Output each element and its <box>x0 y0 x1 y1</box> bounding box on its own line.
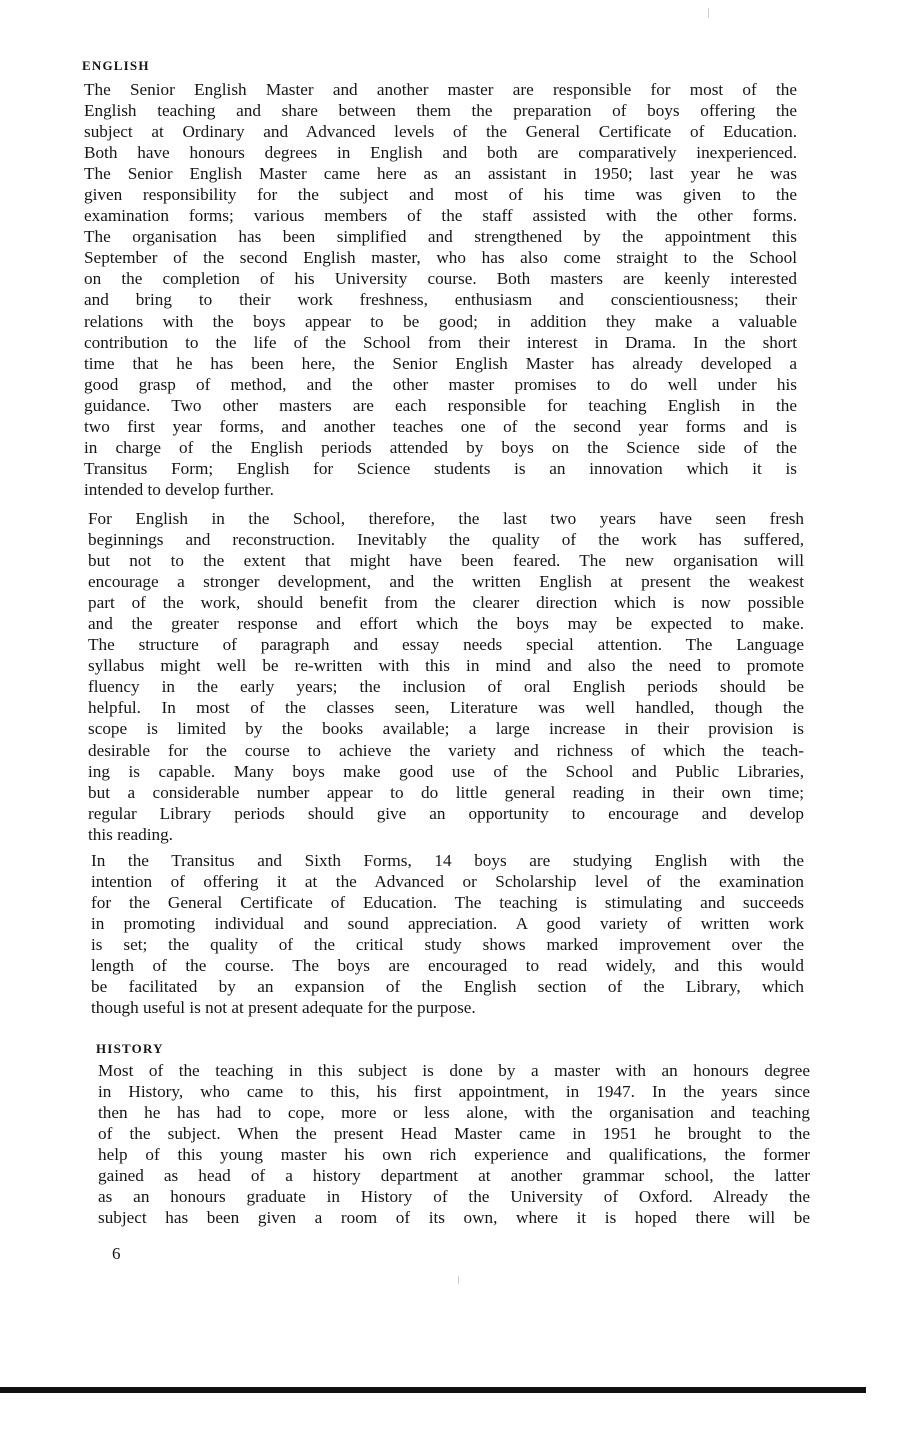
text-line: in History, who came to this, his first appointment, in 1947. In the years since <box>98 1082 810 1102</box>
text-line: Most of the teaching in this subject is done by a master with an honours degree <box>98 1061 810 1080</box>
text-line: of the subject. When the present Head Master came in 1951 he brought to the <box>98 1124 810 1144</box>
text-line: be facilitated by an expansion of the English section of the Library, which <box>91 977 804 997</box>
text-line: and the greater response and effort which the boys may be expected to make. <box>88 614 804 634</box>
text-line: as an honours graduate in History of the University of Oxford. Already the <box>98 1187 810 1207</box>
text-line: English teaching and share between them the preparation of boys offering the <box>84 101 797 121</box>
text-line: The structure of paragraph and essay needs special attention. The Language <box>88 635 804 655</box>
text-line: in charge of the English periods attended by boys on the Science side of the <box>84 437 797 457</box>
text-line: length of the course. The boys are encouraged to read widely, and this would <box>91 956 804 976</box>
english-paragraph-3 <box>91 850 804 1018</box>
text-line: gained as head of a history department at another grammar school, the latter <box>98 1166 810 1186</box>
english-heading: ENGLISH <box>82 58 150 73</box>
text-line: contribution to the life of the School from their interest in Drama. In the short <box>84 332 797 352</box>
text-line: given responsibility for the subject and most of his time was given to the <box>84 185 797 205</box>
text-line: regular Library periods should give an opportunity to encourage and develop <box>88 803 804 823</box>
text-line: and bring to their work freshness, enthusiasm and conscientiousness; their <box>84 290 797 310</box>
text-line: Both have honours degrees in English and both are comparatively inexperienced. <box>84 143 797 163</box>
text-line: desirable for the course to achieve the variety and richness of which the teach- <box>88 740 804 760</box>
text-line: In the Transitus and Sixth Forms, 14 boys are studying English with the <box>91 851 804 870</box>
text-line: intended to develop further. <box>84 479 274 499</box>
text-line: subject has been given a room of its own, where it is hoped there will be <box>98 1208 810 1228</box>
text-line: time that he has been here, the Senior English Master has already developed a <box>84 353 797 373</box>
text-line: help of this young master his own rich experience and qualifications, the former <box>98 1145 810 1165</box>
text-line: though useful is not at present adequate for the purpose. <box>91 998 476 1018</box>
page-number: 6 <box>112 1244 121 1263</box>
text-line: Transitus Form; English for Science students is an innovation which it is <box>84 458 797 478</box>
scan-speck <box>458 1276 459 1284</box>
text-line: this reading. <box>88 824 173 844</box>
text-line: For English in the School, therefore, the last two years have seen fresh <box>88 509 804 528</box>
text-line: The Senior English Master and another master are responsible for most of the <box>84 80 797 99</box>
text-line: September of the second English master, who has also come straight to the School <box>84 248 797 268</box>
text-line: part of the work, should benefit from the clearer direction which is now possible <box>88 593 804 613</box>
text-line: subject at Ordinary and Advanced levels of the General Certificate of Education. <box>84 122 797 142</box>
text-line: is set; the quality of the critical study shows marked improvement over the <box>91 935 804 955</box>
history-heading: HISTORY <box>96 1041 164 1056</box>
text-line: then he has had to cope, more or less alone, with the organisation and teaching <box>98 1103 810 1123</box>
english-paragraph-1 <box>84 79 797 500</box>
text-line: The organisation has been simplified and strengthened by the appointment this <box>84 227 797 247</box>
text-line: scope is limited by the books available; a large increase in their provision is <box>88 719 804 739</box>
text-line: examination forms; various members of the staff assisted with the other forms. <box>84 206 797 226</box>
text-line: two first year forms, and another teaches one of the second year forms and is <box>84 416 797 436</box>
text-line: intention of offering it at the Advanced or Scholarship level of the examination <box>91 872 804 892</box>
history-paragraph-1 <box>98 1060 810 1228</box>
text-line: The Senior English Master came here as an assistant in 1950; last year he was <box>84 164 797 184</box>
text-line: syllabus might well be re-written with this in mind and also the need to promote <box>88 656 804 676</box>
text-line: helpful. In most of the classes seen, Literature was well handled, though the <box>88 698 804 718</box>
text-line: fluency in the early years; the inclusion of oral English periods should be <box>88 677 804 697</box>
text-line: but a considerable number appear to do little general reading in their own time; <box>88 782 804 802</box>
text-line: in promoting individual and sound appreciation. A good variety of written work <box>91 914 804 934</box>
text-line: for the General Certificate of Education. The teaching is stimulating and succeeds <box>91 893 804 913</box>
bottom-rule <box>0 1387 866 1393</box>
text-line: guidance. Two other masters are each responsible for teaching English in the <box>84 395 797 415</box>
text-line: on the completion of his University course. Both masters are keenly interested <box>84 269 797 289</box>
text-line: good grasp of method, and the other master promises to do well under his <box>84 374 797 394</box>
text-line: beginnings and reconstruction. Inevitably the quality of the work has suffered, <box>88 530 804 550</box>
text-line: but not to the extent that might have been feared. The new organisation will <box>88 551 804 571</box>
english-paragraph-2 <box>88 508 804 845</box>
text-line: relations with the boys appear to be good; in addition they make a valuable <box>84 311 797 331</box>
scan-speck <box>708 8 709 18</box>
text-line: ing is capable. Many boys make good use of the School and Public Libraries, <box>88 761 804 781</box>
text-line: encourage a stronger development, and the written English at present the weakest <box>88 572 804 592</box>
